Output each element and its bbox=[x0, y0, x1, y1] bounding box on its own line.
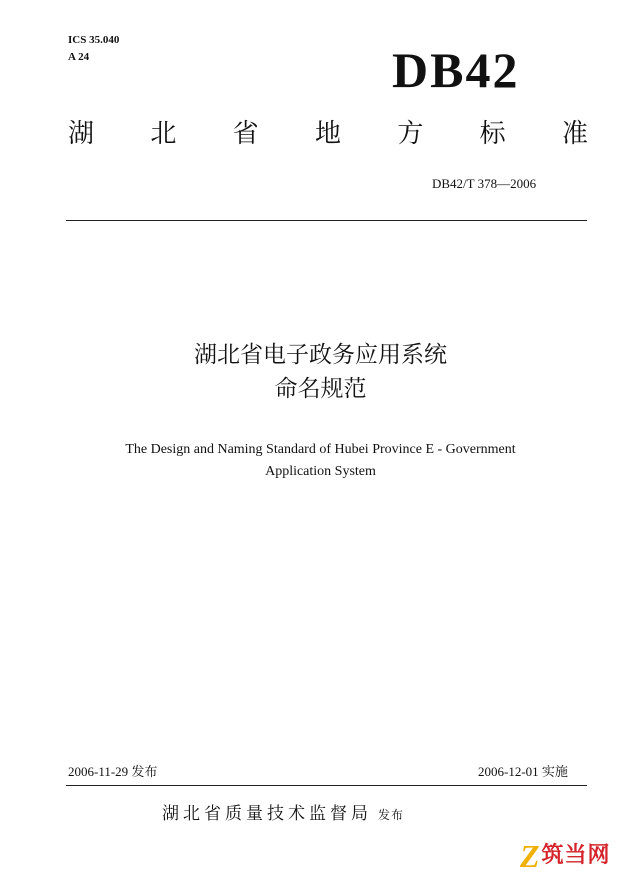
header-divider bbox=[66, 220, 587, 221]
watermark-logo-icon: Z bbox=[520, 838, 540, 874]
footer-divider bbox=[66, 785, 587, 786]
english-title-line-1: The Design and Naming Standard of Hubei Province E - Government bbox=[125, 442, 516, 457]
standard-type-char: 湖 bbox=[68, 119, 95, 149]
classification-codes bbox=[68, 32, 119, 66]
watermark-text: 筑当网 bbox=[541, 843, 611, 868]
standard-number: DB42/T 378—2006 bbox=[432, 176, 537, 191]
standard-type-heading bbox=[68, 114, 588, 154]
chinese-title bbox=[0, 338, 641, 406]
standard-type-char: 标 bbox=[479, 119, 506, 149]
issuing-authority bbox=[162, 800, 404, 829]
standard-type-char: 方 bbox=[397, 119, 424, 149]
english-title bbox=[0, 439, 641, 483]
chinese-title-line-1: 湖北省电子政务应用系统 bbox=[194, 342, 447, 368]
standard-type-char: 地 bbox=[314, 119, 341, 149]
issuer-suffix: 发布 bbox=[378, 808, 405, 822]
implement-date: 2006-12-01 实施 bbox=[478, 764, 568, 779]
english-title-line-2: Application System bbox=[265, 464, 376, 479]
standard-type-char: 省 bbox=[232, 119, 259, 149]
site-watermark bbox=[520, 836, 611, 876]
ics-code: ICS 35.040 bbox=[68, 34, 120, 46]
issuer-name: 湖北省质量技术监督局 bbox=[162, 804, 372, 824]
issue-date: 2006-11-29 发布 bbox=[68, 764, 158, 779]
ccs-code: A 24 bbox=[68, 51, 90, 63]
standard-type-char: 准 bbox=[561, 119, 588, 149]
standard-type-char: 北 bbox=[150, 119, 177, 149]
chinese-title-line-2: 命名规范 bbox=[274, 376, 367, 402]
standard-logo: DB42 bbox=[392, 42, 520, 98]
